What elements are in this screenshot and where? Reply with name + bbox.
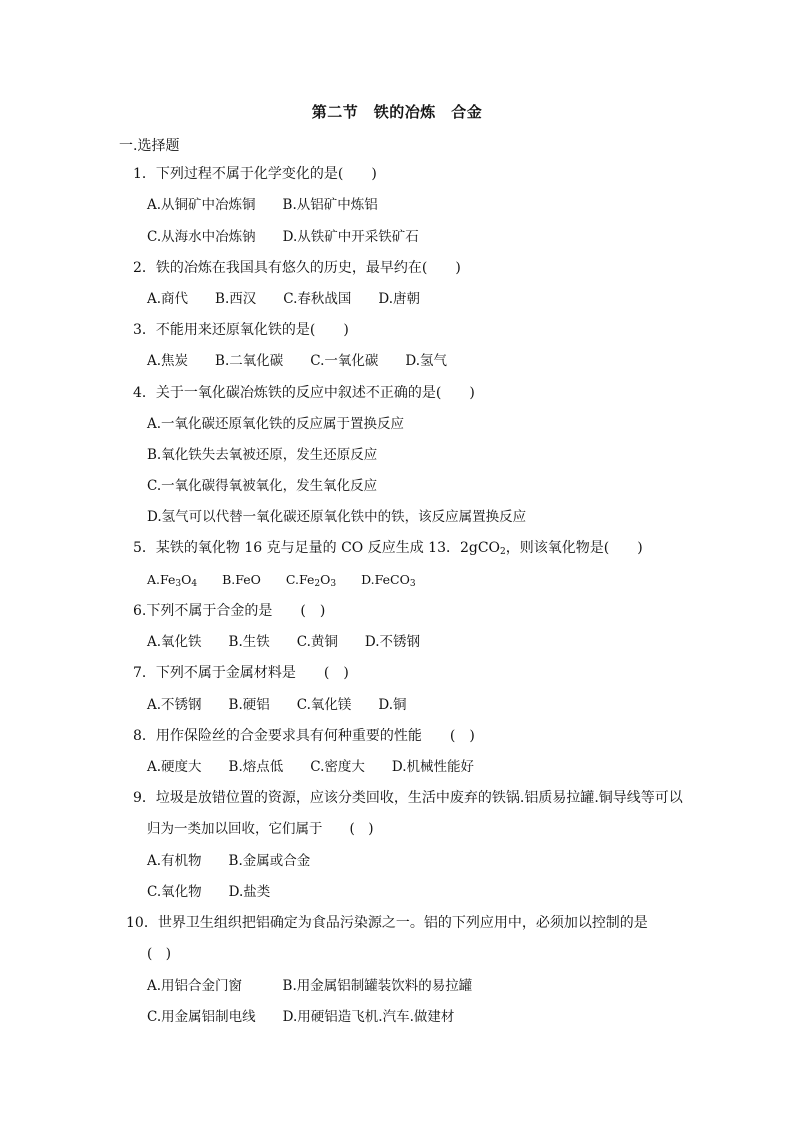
subscript: 3 (175, 579, 182, 589)
subscript: 2 (500, 547, 506, 557)
question-10-options-row-2: C.用金属铝制电线 D.用硬铝造飞机.汽车.做建材 (147, 1009, 455, 1025)
question-10-stem-continued: ( ) (147, 946, 172, 962)
question-4-option-a: A.一氧化碳还原氧化铁的反应属于置换反应 (147, 416, 405, 432)
section-heading: 一.选择题 (119, 138, 180, 154)
question-9-stem: 9．垃圾是放错位置的资源，应该分类回收，生活中废弃的铁锅.铝质易拉罐.铜导线等可以 (133, 790, 683, 806)
question-2-stem: 2．铁的冶炼在我国具有悠久的历史，最早约在( ) (133, 260, 461, 276)
page-title: 第二节 铁的冶炼 合金 (311, 103, 483, 121)
option-text: A.Fe (147, 572, 176, 587)
question-1-options-row-1: A.从铜矿中冶炼铜 B.从铝矿中炼铝 (147, 197, 378, 213)
question-5-stem-text: 5．某铁的氧化物 16 克与足量的 CO 反应生成 13．2gCO (133, 540, 501, 556)
question-6-stem: 6.下列不属于合金的是 ( ) (133, 603, 326, 619)
question-4-option-b: B.氧化铁失去氧被还原，发生还原反应 (147, 447, 378, 463)
question-5-stem-tail: ，则该氧化物是( ) (505, 540, 643, 556)
question-4-option-d: D.氢气可以代替一氧化碳还原氧化铁中的铁，该反应属置换反应 (147, 509, 527, 525)
question-10-options-row-1: A.用铝合金门窗 B.用金属铝制罐装饮料的易拉罐 (147, 978, 473, 994)
question-3-stem: 3．不能用来还原氧化铁的是( ) (133, 322, 349, 338)
question-10-stem: 10．世界卫生组织把铝确定为食品污染源之一。铝的下列应用中，必须加以控制的是 (126, 915, 648, 931)
question-8-stem: 8．用作保险丝的合金要求具有何种重要的性能 ( ) (133, 728, 475, 744)
question-9-options-row-2: C.氧化物 D.盐类 (147, 884, 271, 900)
subscript: 3 (409, 579, 416, 589)
option-text: O (320, 572, 331, 587)
subscript: 3 (330, 579, 337, 589)
question-8-options: A.硬度大 B.熔点低 C.密度大 D.机械性能好 (147, 759, 475, 775)
question-7-options: A.不锈钢 B.硬铝 C.氧化镁 D.铜 (147, 697, 407, 713)
question-1-options-row-2: C.从海水中冶炼钠 D.从铁矿中开采铁矿石 (147, 229, 419, 245)
subscript: 2 (314, 579, 321, 589)
question-1-stem: 1．下列过程不属于化学变化的是( ) (133, 166, 377, 182)
question-9-options-row-1: A.有机物 B.金属或合金 (147, 853, 311, 869)
question-5-options (147, 570, 416, 590)
question-6-options: A.氧化铁 B.生铁 C.黄铜 D.不锈钢 (147, 634, 421, 650)
option-text: B.FeO C.Fe (197, 572, 315, 587)
option-text: D.FeCO (336, 572, 410, 587)
question-4-option-c: C.一氧化碳得氧被氧化，发生氧化反应 (147, 478, 378, 494)
question-5-stem (133, 538, 643, 558)
question-9-stem-continued: 归为一类加以回收，它们属于 ( ) (147, 821, 374, 837)
subscript: 4 (191, 579, 198, 589)
question-2-options: A.商代 B.西汉 C.春秋战国 D.唐朝 (147, 291, 421, 307)
question-4-stem: 4．关于一氧化碳冶炼铁的反应中叙述不正确的是( ) (133, 385, 475, 401)
option-text: O (181, 572, 192, 587)
question-7-stem: 7．下列不属于金属材料是 ( ) (133, 665, 349, 681)
question-3-options: A.焦炭 B.二氧化碳 C.一氧化碳 D.氢气 (147, 353, 448, 369)
